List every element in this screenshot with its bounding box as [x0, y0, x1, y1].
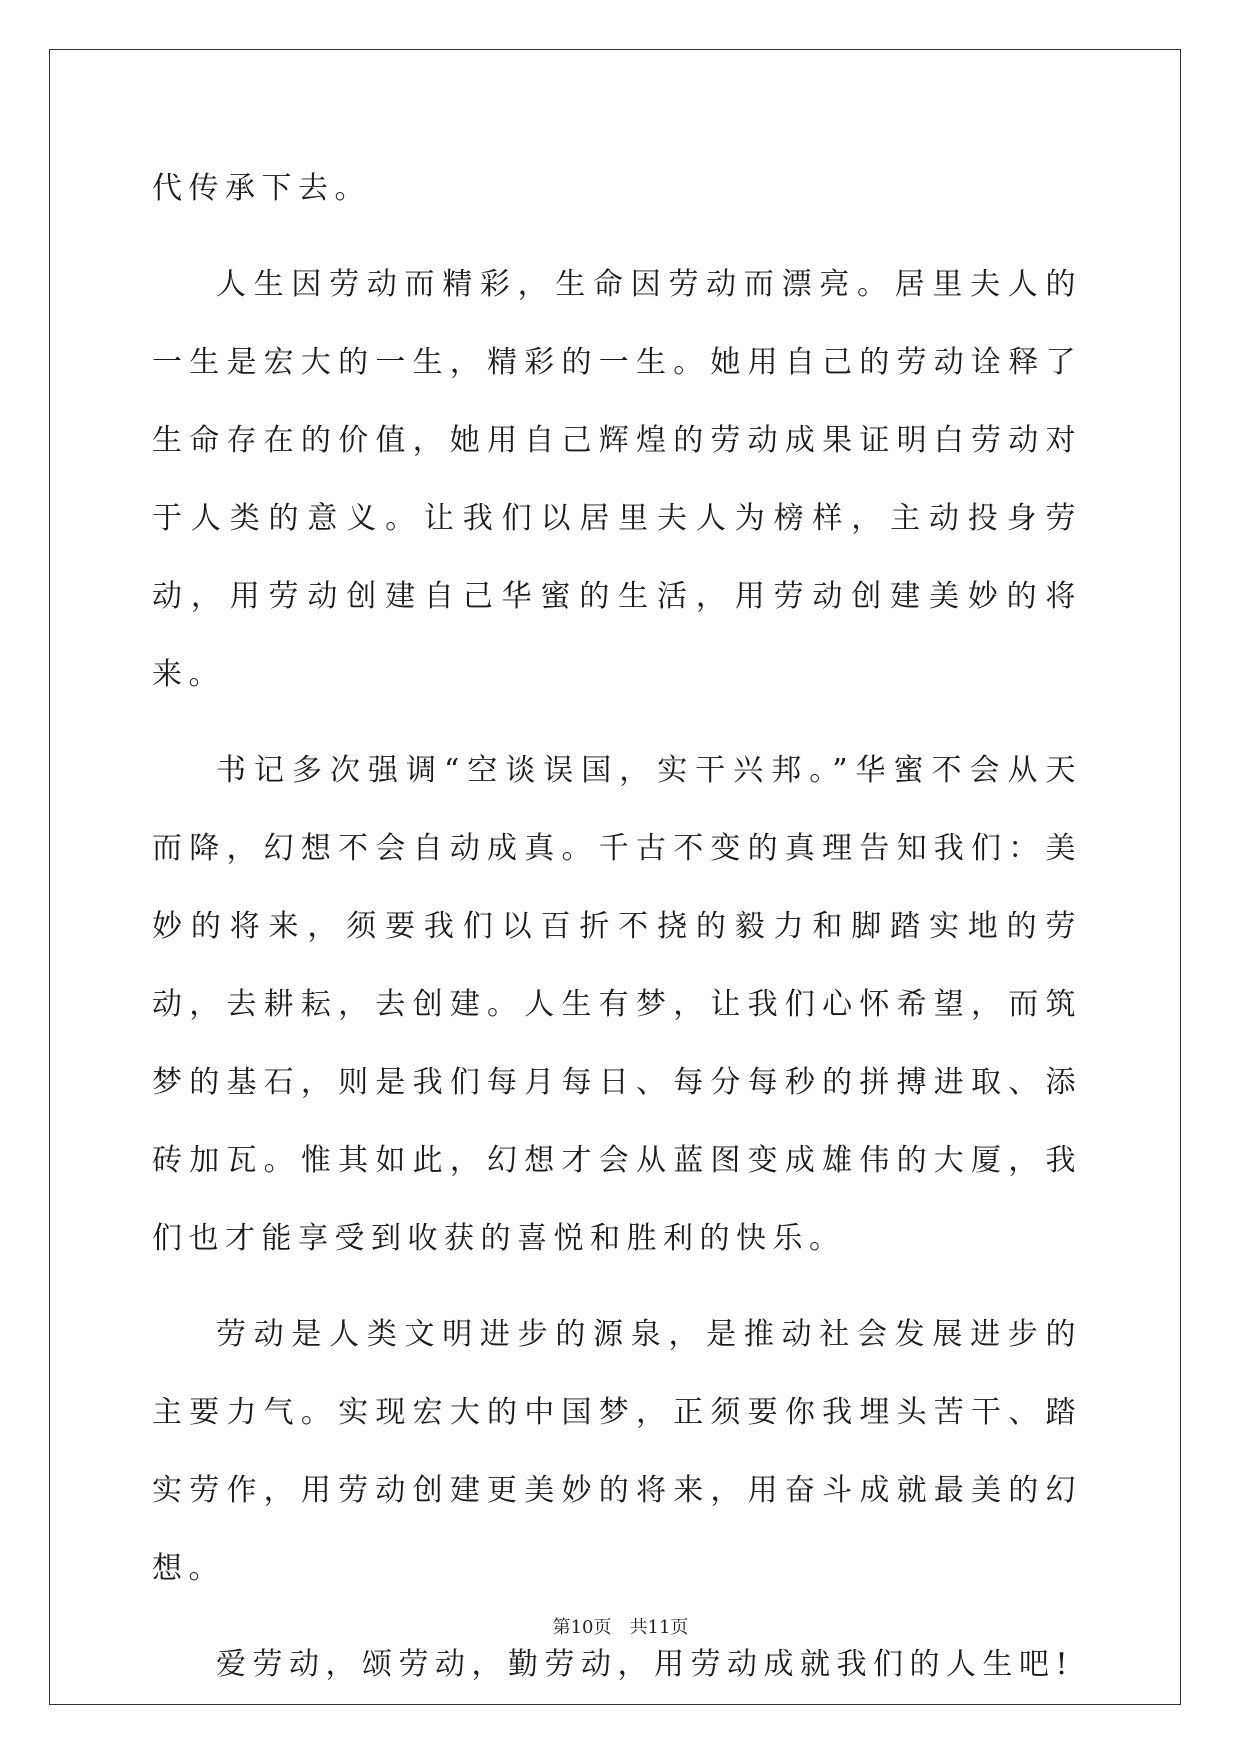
paragraph-dream: 书记多次强调“空谈误国，实干兴邦。”华蜜不会从天而降，幻想不会自动成真。千古不变的真理告知我们：美妙的将来，须要我们以百折不挠的毅力和脚踏实地的劳动，去耕耘，去创建。人生有梦，让我们心怀希望，而筑梦的基石，则是我们每月每日、每分每秒的拼搏进取、添砖加瓦。惟其如此，幻想才会从蓝图变成雄伟的大厦，我们也才能享受到收获的喜悦和胜利的快乐。 [152, 753, 1082, 1256]
paragraph-closing: 爱劳动，颂劳动，勤劳动，用劳动成就我们的人生吧! [216, 1647, 1075, 1682]
paragraph-civilization: 劳动是人类文明进步的源泉，是推动社会发展进步的主要力气。实现宏大的中国梦，正须要你我埋头苦干、踏实劳作，用劳动创建更美妙的将来，用奋斗成就最美的幻想。 [152, 1317, 1082, 1586]
paragraph-continuation: 代传承下去。 [152, 171, 371, 206]
page-number-footer: 第10页 共11页 [552, 1617, 689, 1638]
paragraph-curie: 人生因劳动而精彩，生命因劳动而漂亮。居里夫人的一生是宏大的一生，精彩的一生。她用自己的劳动诠释了生命存在的价值，她用自己辉煌的劳动成果证明白劳动对于人类的意义。让我们以居里夫人为榜样，主动投身劳动，用劳动创建自己华蜜的生活，用劳动创建美妙的将来。 [152, 267, 1082, 692]
document-body [152, 150, 1082, 1704]
